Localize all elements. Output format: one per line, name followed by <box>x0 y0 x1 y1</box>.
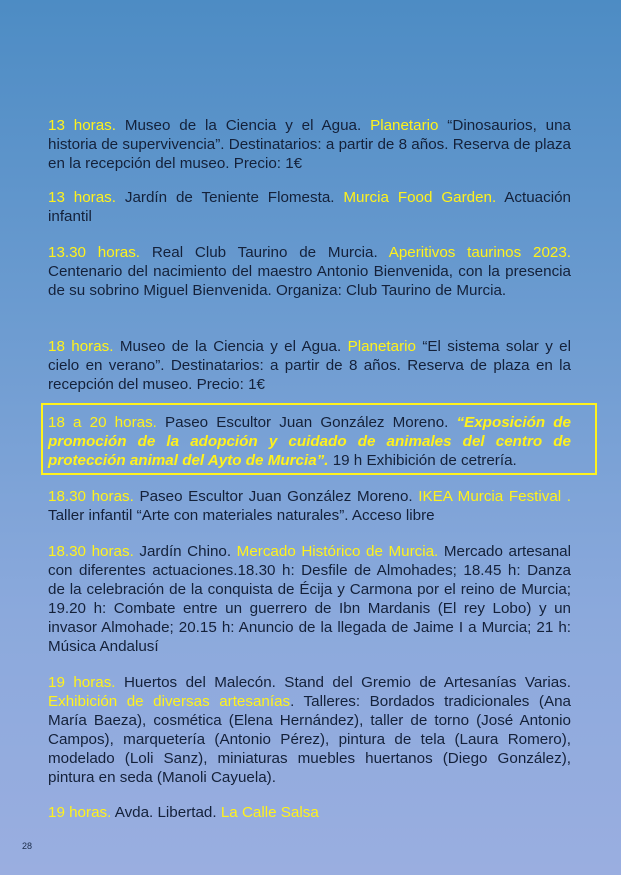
entry-place: Museo de la Ciencia y el Agua. <box>115 117 371 134</box>
entry-event: IKEA Murcia Festival . <box>418 488 572 505</box>
entry-time: 18 horas. <box>48 338 114 355</box>
entry-place: Paseo Escultor Juan González Moreno. <box>156 414 457 431</box>
entry-event: Murcia Food Garden. <box>343 189 497 206</box>
entry-artesanias <box>48 673 571 787</box>
entry-place: Museo de la Ciencia y el Agua. <box>113 338 348 355</box>
entry-event: Aperitivos taurinos 2023. <box>388 244 572 261</box>
entry-description: Taller infantil “Arte con materiales naturales”. Acceso libre <box>48 507 435 524</box>
entry-planetario-dinosaurios <box>48 116 571 173</box>
entry-planetario-sistema-solar <box>48 337 571 394</box>
entry-description: Mercado artesanal con diferentes actuaciones.18.30 h: Desfile de Almohades; 18.45 h: Danza de la celebración de la conquista de Écija y Carmona por el reino de Murcia; 19.20 h: Combate entre un guerrero de Ibn Mardanis (El rey Lobo) y un invasor Almohade; 20.15 h: Anuncio de la llegada de Jaime I a Murcia; 21 h: Música Andalusí <box>48 543 571 655</box>
entry-calle-salsa <box>48 803 571 822</box>
entry-description: Centenario del nacimiento del maestro Antonio Bienvenida, con la presencia de su sobrino Miguel Bienvenida. Organiza: Club Taurino de Murcia. <box>48 263 571 299</box>
entry-event: La Calle Salsa <box>220 804 319 821</box>
entry-description: . Talleres: Bordados tradicionales (Ana María Baeza), cosmética (Elena Hernández), taller de torno (José Antonio Campos), marquetería (Antonio Pérez), pintura de tela (Laura Romero), modelado (Loli Sanz), miniaturas muebles huertanos (Diego González), pintura en seda (Manoli Cayuela). <box>48 693 571 786</box>
entry-event: Planetario <box>370 117 439 134</box>
entry-description: “Dinosaurios, una historia de supervivencia”. Destinatarios: a partir de 8 años. Reserva de plaza en la recepción del museo. Precio: 1€ <box>48 117 571 172</box>
entry-ikea-festival <box>48 487 571 525</box>
entry-event: Mercado Histórico de Murcia. <box>236 543 439 560</box>
entry-place: Jardín de Teniente Flomesta. <box>116 189 344 206</box>
entry-aperitivos-taurinos <box>48 243 571 300</box>
entry-place: Real Club Taurino de Murcia. <box>140 244 389 261</box>
entry-time: 18.30 horas. <box>48 488 134 505</box>
entry-event: Exhibición de diversas artesanías <box>48 693 291 710</box>
entry-description: 19 h Exhibición de cetrería. <box>328 452 517 469</box>
entry-event: Planetario <box>347 338 416 355</box>
entry-time: 18.30 horas. <box>48 543 134 560</box>
page-number: 28 <box>22 841 33 851</box>
entry-time: 18 a 20 horas. <box>48 414 157 431</box>
entry-place: Huertos del Malecón. Stand del Gremio de Artesanías Varias. <box>115 674 571 691</box>
entry-description: “El sistema solar y el cielo en verano”. Destinatarios: a partir de 8 años. Reserva de plaza en la recepción del museo. Precio: 1€ <box>48 338 571 393</box>
entry-time: 13.30 horas. <box>48 244 141 261</box>
entry-place: Jardín Chino. <box>133 543 237 560</box>
entry-place: Avda. Libertad. <box>111 804 221 821</box>
entry-mercado-historico <box>48 542 571 656</box>
entry-place: Paseo Escultor Juan González Moreno. <box>133 488 419 505</box>
entry-event: “Exposición de promoción de la adopción y cuidado de animales del centro de protección animal del Ayto de Murcia”. <box>48 414 571 469</box>
entry-murcia-food-garden <box>48 188 571 226</box>
entry-time: 19 horas. <box>48 804 112 821</box>
entry-time: 19 horas. <box>48 674 116 691</box>
entry-description: Actuación infantil <box>48 189 571 225</box>
entry-time: 13 horas. <box>48 189 116 206</box>
entry-time: 13 horas. <box>48 117 116 134</box>
entry-exposicion-adopcion <box>48 413 571 470</box>
